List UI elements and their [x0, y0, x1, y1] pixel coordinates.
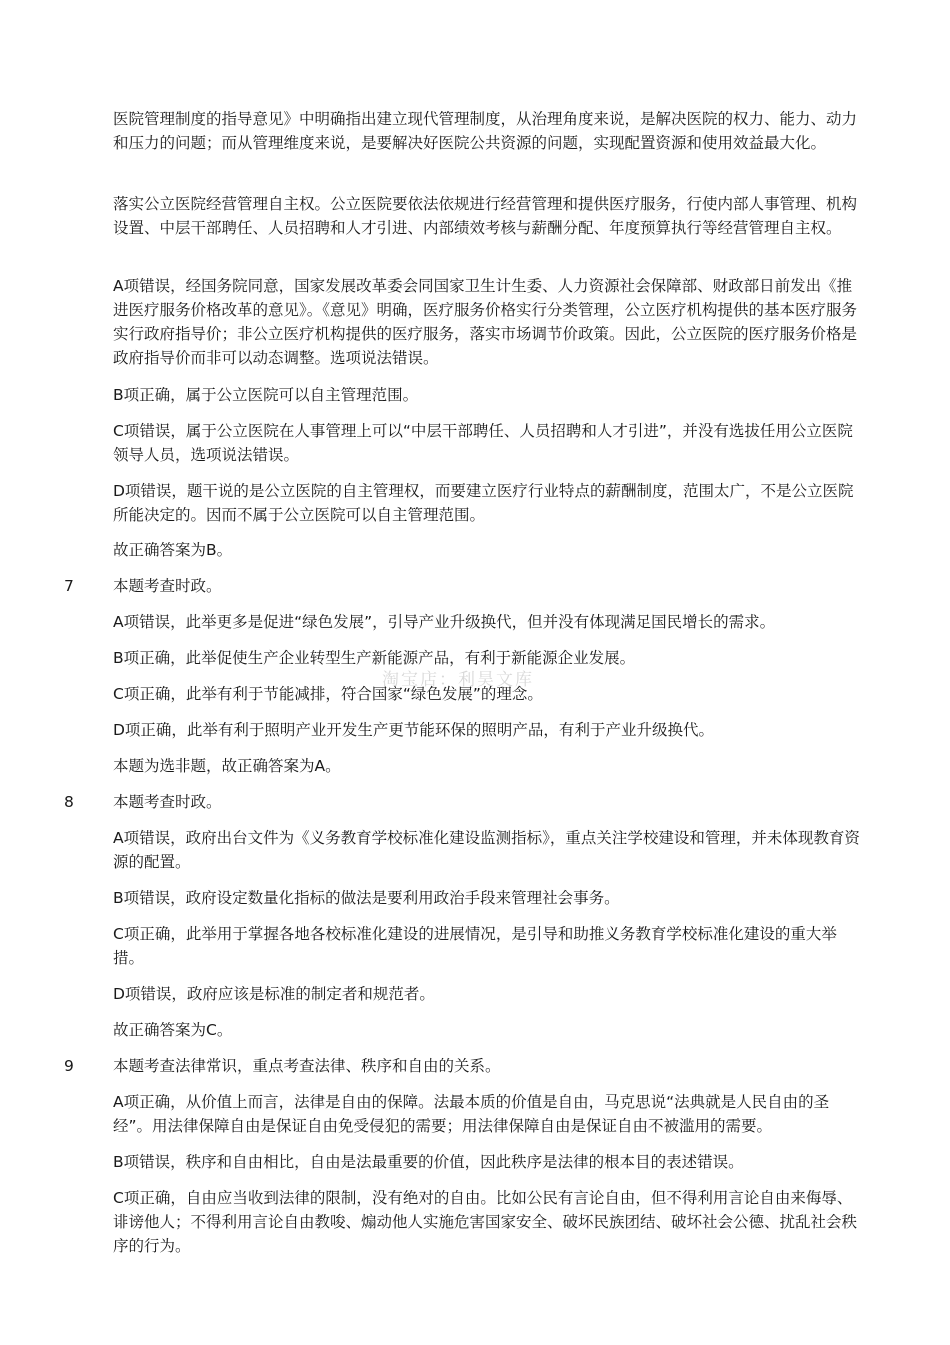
paragraph: D项正确，此举有利于照明产业开发生产更节能环保的照明产品，有利于产业升级换代。 [113, 721, 714, 739]
paragraph: B项正确，属于公立医院可以自主管理范围。 [113, 386, 419, 404]
paragraph: 故正确答案为B。 [113, 541, 233, 559]
paragraph: C项正确，此举用于掌握各地各校标准化建设的进展情况，是引导和助推义务教育学校标准化建设的重大举措。 [113, 925, 837, 967]
paragraph: D项错误，题干说的是公立医院的自主管理权，而要建立医疗行业特点的薪酬制度，范围太广，不是公立医院所能决定的。因而不属于公立医院可以自主管理范围。 [113, 482, 854, 524]
paragraph: B项正确，此举促使生产企业转型生产新能源产品，有利于新能源企业发展。 [113, 649, 636, 667]
question-number: 7 [64, 577, 74, 595]
watermark: 淘宝店：利昊文库 [382, 670, 534, 690]
paragraph: 本题考查时政。 [113, 793, 222, 811]
paragraph: A项错误，经国务院同意，国家发展改革委会同国家卫生计生委、人力资源社会保障部、财政部日前发出《推进医疗服务价格改革的意见》。《意见》明确，医疗服务价格实行分类管理，公立医疗机构提供的基本医疗服务实行政府指导价；非公立医疗机构提供的医疗服务，落实市场调节价政策。因此，公立医院的医疗服务价格是政府指导价而非可以动态调整。选项说法错误。 [113, 277, 858, 367]
paragraph: B项错误，秩序和自由相比，自由是法最重要的价值，因此秩序是法律的根本目的表述错误。 [113, 1153, 744, 1171]
paragraph: 落实公立医院经营管理自主权。公立医院要依法依规进行经营管理和提供医疗服务，行使内部人事管理、机构设置、中层干部聘任、人员招聘和人才引进、内部绩效考核与薪酬分配、年度预算执行等经营管理自主权。 [113, 195, 858, 237]
paragraph: 本题考查法律常识，重点考查法律、秩序和自由的关系。 [113, 1057, 501, 1075]
paragraph: B项错误，政府设定数量化指标的做法是要利用政治手段来管理社会事务。 [113, 889, 620, 907]
paragraph: D项错误，政府应该是标准的制定者和规范者。 [113, 985, 435, 1003]
paragraph: C项正确，此举有利于节能减排，符合国家“绿色发展”的理念。 [113, 685, 543, 703]
paragraph: C项正确，自由应当收到法律的限制，没有绝对的自由。比如公民有言论自由，但不得利用言论自由来侮辱、诽谤他人；不得利用言论自由教唆、煽动他人实施危害国家安全、破坏民族团结、破坏社会公德、扰乱社会秩序的行为。 [113, 1189, 858, 1255]
question-number: 9 [64, 1057, 74, 1075]
paragraph: A项错误，政府出台文件为《义务教育学校标准化建设监测指标》，重点关注学校建设和管理，并未体现教育资源的配置。 [113, 829, 860, 871]
paragraph: 本题为选非题，故正确答案为A。 [113, 757, 341, 775]
paragraph: 故正确答案为C。 [113, 1021, 233, 1039]
paragraph: 医院管理制度的指导意见》中明确指出建立现代管理制度，从治理角度来说，是解决医院的权力、能力、动力和压力的问题；而从管理维度来说，是要解决好医院公共资源的问题，实现配置资源和使用效益最大化。 [113, 110, 858, 152]
paragraph: A项错误，此举更多是促进“绿色发展”，引导产业升级换代，但并没有体现满足国民增长的需求。 [113, 613, 776, 631]
paragraph: A项正确，从价值上而言，法律是自由的保障。法最本质的价值是自由，马克思说“法典就是人民自由的圣经”。用法律保障自由是保证自由免受侵犯的需要；用法律保障自由是保证自由不被滥用的需要。 [113, 1093, 830, 1135]
question-number: 8 [64, 793, 74, 811]
paragraph: C项错误，属于公立医院在人事管理上可以“中层干部聘任、人员招聘和人才引进”，并没有选拔任用公立医院领导人员，选项说法错误。 [113, 422, 853, 464]
paragraph: 本题考查时政。 [113, 577, 222, 595]
